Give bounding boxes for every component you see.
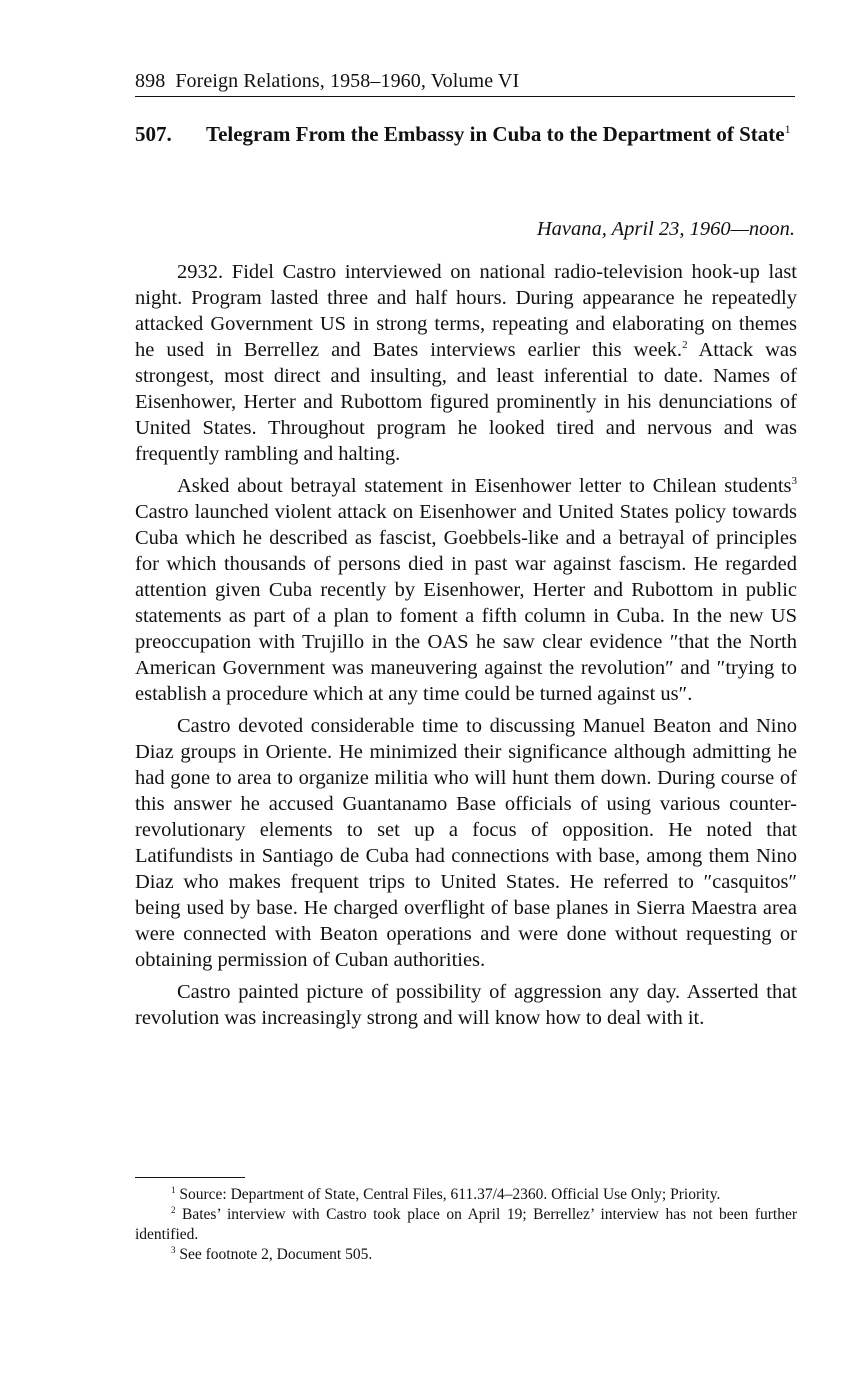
document-title — [206, 121, 795, 147]
footnote-divider — [135, 1177, 245, 1178]
footnote-text: Source: Department of State, Central Files, 611.37/4–2360. Official Use Only; Priority. — [175, 1186, 721, 1203]
paragraph-text: Attack was strongest, most direct and insulting, and least inferential to date. Names of Eisenhower, Herter and Rubottom figured prominently in his denunciations of United States. Throughout program he looked tired and nervous and was frequently rambling and halting. — [135, 339, 797, 465]
paragraph-text: 2932. Fidel Castro interviewed on national radio-television hook-up last night. Program lasted three and half hours. During appearance he repeatedly attacked Government US in strong terms, repeating and elaborating on themes he used in Berrellez and Bates interviews earlier this week. — [135, 261, 797, 361]
paragraph-text: Castro launched violent attack on Eisenhower and United States policy towards Cuba which he described as fascist, Goebbels-like and a betrayal of principles for which thousands of persons died in past war against fascism. He regarded attention given Cuba recently by Eisenhower, Herter and Rubottom in public statements as part of a plan to foment a fifth column in Cuba. In the new US preoccupation with Trujillo in the OAS he saw clear evidence ″that the North American Government was maneuvering against the revolution″ and ″trying to establish a procedure which at any time could be turned against us″. — [135, 501, 797, 705]
paragraph-2 — [135, 473, 797, 707]
volume-title: Foreign Relations, 1958–1960, Volume VI — [175, 70, 520, 92]
footnote-text: Bates’ interview with Castro took place on April 19; Berrellez’ interview has not been further identified. — [135, 1206, 797, 1243]
running-header — [135, 68, 795, 97]
paragraph-3 — [135, 713, 797, 973]
footnotes — [135, 1185, 797, 1265]
footnote-mark: 3 — [171, 1244, 176, 1255]
footnote-mark: 2 — [171, 1204, 176, 1215]
paragraph-text: Castro painted picture of possibility of aggression any day. Asserted that revolution was increasingly strong and will know how to deal with it. — [135, 981, 797, 1029]
paragraph-4 — [135, 979, 797, 1031]
paragraph-1 — [135, 259, 797, 467]
footnote-3 — [135, 1245, 797, 1265]
footnote-ref-2: 2 — [682, 339, 688, 352]
paragraph-text: Castro devoted considerable time to discussing Manuel Beaton and Nino Diaz groups in Oriente. He minimized their significance although admitting he had gone to area to organize militia who will hunt them down. During course of this answer he accused Guantanamo Base officials of using various counter-revolutionary elements to set up a focus of opposition. He noted that Latifundists in Santiago de Cuba had connections with base, among them Nino Diaz who makes frequent trips to United States. He referred to ″casquitos″ being used by base. He charged overflight of base planes in Sierra Maestra area were connected with Beaton operations and were done without requesting or obtaining permission of Cuban authorities. — [135, 715, 797, 971]
footnote-mark: 1 — [171, 1184, 176, 1195]
telegram-body — [135, 259, 797, 1037]
dateline: Havana, April 23, 1960—noon. — [536, 218, 795, 240]
footnote-2 — [135, 1205, 797, 1245]
document-number: 507. — [135, 122, 172, 146]
footnote-ref-3: 3 — [791, 475, 797, 488]
document-title-text: Telegram From the Embassy in Cuba to the Department of State — [206, 122, 785, 146]
footnote-1 — [135, 1185, 797, 1205]
footnote-ref-1: 1 — [784, 122, 791, 136]
footnote-text: See footnote 2, Document 505. — [175, 1246, 373, 1263]
paragraph-text: Asked about betrayal statement in Eisenhower letter to Chilean students — [177, 475, 792, 497]
page-number: 898 — [135, 70, 166, 92]
